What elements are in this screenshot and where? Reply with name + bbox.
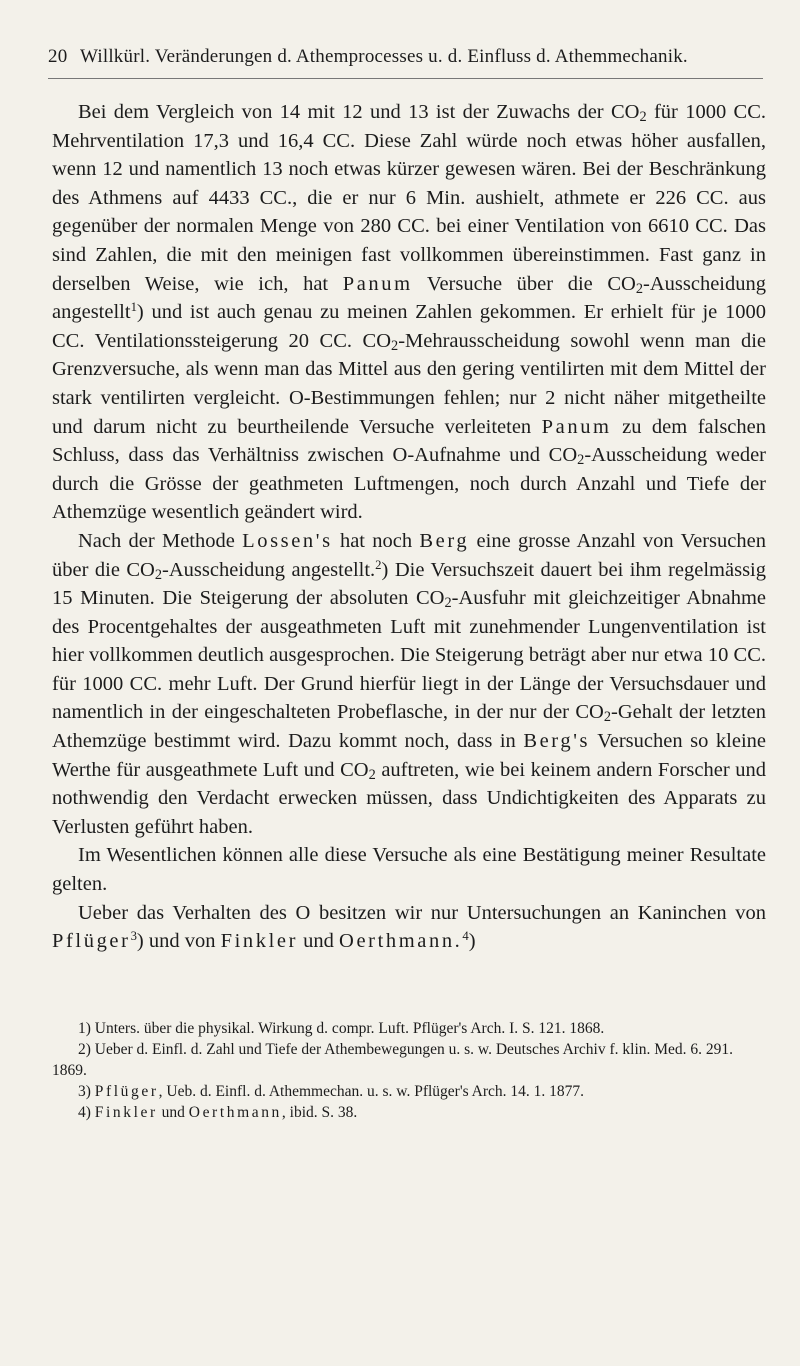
author-name: Berg — [419, 529, 470, 552]
author-name: Lossen's — [242, 529, 333, 552]
page-number: 20 — [48, 46, 68, 67]
running-title: Willkürl. Veränderungen d. Athemprocesses u. d. Einfluss d. Athemmechanik. — [80, 46, 688, 67]
footnote-ref: 1 — [130, 300, 137, 315]
footnotes — [52, 1018, 766, 1123]
header-rule — [48, 78, 763, 79]
footnote-ref: 3 — [130, 929, 137, 944]
author-name: Berg's — [523, 730, 591, 753]
author-name: Panum — [342, 272, 413, 295]
footnote-4: 4) Finkler und Oerthmann, ibid. S. 38. — [78, 1104, 358, 1121]
paragraph-1: Bei dem Vergleich von 14 mit 12 und 13 ist der Zuwachs der $CO_2$ für 1000 CC. Mehrventilation 17,3 und 16,4 CC. Diese Zahl würde noch etwas höher ausfallen, wenn 12 und namentlich 13 noch etwas kürzer gewesen wären. Bei der Beschränkung des Athmens auf 4433 CC., die er nur 6 Min. aushielt, athmete er 226 CC. aus gegenüber der normalen Menge von 280 CC. bei einer Ventilation von 6610 CC. Das sind Zahlen, die mit den meinigen fast vollkommen übereinstimmen. Fast ganz in derselben Weise, wie ich, hat Panum Versuche über die $CO_2$-Ausscheidung angestellt$^1$) und ist auch genau zu meinen Zahlen gekommen. Er erhielt für je 1000 CC. Ventilationssteigerung 20 CC. $CO_2$-Mehrausscheidung sowohl wenn man die Grenzversuche, als wenn man das Mittel aus den gering ventilirten mit dem Mittel der stark ventilirten vergleicht. O-Bestimmungen fehlen; nur 2 nicht näher mitgetheilte und darum nicht zu beurtheilende Versuche verleiteten Panum zu dem falschen Schluss, dass das Verhältniss zwischen O-Aufnahme und $CO_2$-Ausscheidung weder durch die Grösse der geathmeten Luftmengen, noch durch Anzahl und Tiefe der Athemzüge wesentlich geändert wird. — [52, 101, 767, 524]
author-name: Panum — [541, 415, 612, 438]
footnote-2: 2) Ueber d. Einfl. d. Zahl und Tiefe der Athembewegungen u. s. w. Deutsches Archiv f. klin. Med. 6. 291. 1869. — [52, 1041, 734, 1079]
paragraph-4: Ueber das Verhalten des O besitzen wir nur Untersuchungen an Kaninchen von Pflüger$^3$) und von Finkler und Oerthmann.$^4$) — [52, 901, 766, 953]
paragraph-2: Nach der Methode Lossen's hat noch Berg eine grosse Anzahl von Versuchen über die $CO_2$-Ausscheidung angestellt.$^2$) Die Versuchszeit dauert bei ihm regelmässig 15 Minuten. Die Steigerung der absoluten $CO_2$-Ausfuhr mit gleichzeitiger Abnahme des Procentgehaltes der ausgeathmeten Luft mit zunehmender Lungenventilation ist hier vollkommen deutlich ausgesprochen. Die Steigerung beträgt aber nur etwa 10 CC. für 1000 CC. mehr Luft. Der Grund hierfür liegt in der Länge der Versuchsdauer und namentlich in der eingeschalteten Probeflasche, in der nur der $CO_2$-Gehalt der letzten Athemzüge bestimmt wird. Dazu kommt noch, dass in Berg's Versuchen so kleine Werthe für ausgeathmete Luft und $CO_2$ auftreten, wie bei keinem andern Forscher und nothwendig den Verdacht erwecken müssen, dass Undichtigkeiten des Apparats zu Verlusten geführt haben. — [52, 529, 767, 838]
paragraph-3: Im Wesentlichen können alle diese Versuche als eine Bestätigung meiner Resultate gelten. — [52, 844, 766, 896]
footnote-ref: 4 — [462, 929, 469, 944]
footnote-3: 3) Pflüger, Ueb. d. Einfl. d. Athemmechan. u. s. w. Pflüger's Arch. 14. 1. 1877. — [78, 1083, 585, 1100]
author-name: Finkler — [220, 930, 299, 953]
footnote-ref: 2 — [375, 557, 382, 572]
author-name: Pflüger — [52, 930, 131, 953]
author-name: Oerthmann. — [339, 930, 463, 953]
running-header — [48, 46, 760, 68]
footnote-1: 1) Unters. über die physikal. Wirkung d. compr. Luft. Pflüger's Arch. I. S. 121. 1868. — [78, 1020, 605, 1037]
body-text — [52, 98, 766, 956]
